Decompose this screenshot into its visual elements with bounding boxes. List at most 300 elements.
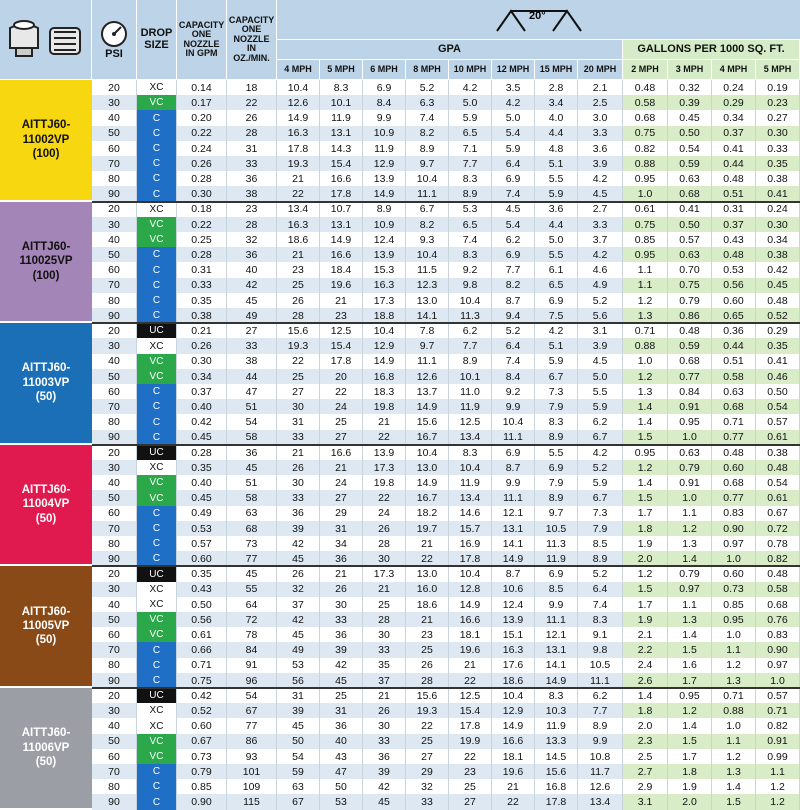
gpa-cell: 26 <box>320 582 363 598</box>
gpa-cell: 17.8 <box>449 551 492 567</box>
gpa-cell: 16.8 <box>535 779 578 795</box>
gallons-cell: 0.75 <box>668 278 712 294</box>
gpa-cell: 17.8 <box>277 141 320 157</box>
nozzle-model-text: AITTJ60- <box>21 119 71 132</box>
gallons-cell: 0.71 <box>756 703 800 719</box>
capacity-oz-cell: 32 <box>227 232 277 248</box>
gpa-cell: 18.3 <box>363 384 406 400</box>
gpa-cell: 7.4 <box>492 354 535 370</box>
nozzle-model-text: (50) <box>35 634 57 647</box>
gpa-cell: 14.9 <box>449 597 492 613</box>
gpa-cell: 31 <box>320 521 363 537</box>
gpa-cell: 7.1 <box>449 141 492 157</box>
drop-size-cell: VC <box>137 354 177 370</box>
psi-cell: 60 <box>92 627 137 643</box>
gpa-cell: 8.9 <box>578 718 623 734</box>
gallons-cell: 1.0 <box>668 490 712 506</box>
gpa-cell: 5.2 <box>578 293 623 309</box>
gallons-cell: 0.86 <box>668 308 712 324</box>
gpa-cell: 9.9 <box>492 475 535 491</box>
gallons-cell: 1.5 <box>712 794 756 810</box>
gallons-cell: 0.88 <box>712 703 756 719</box>
drop-size-cell: C <box>137 430 177 446</box>
capacity-gpm-cell: 0.60 <box>177 551 227 567</box>
gpa-cell: 6.5 <box>449 126 492 142</box>
gpa-cell: 8.2 <box>406 126 449 142</box>
gpa-cell: 3.6 <box>578 141 623 157</box>
gpa-cell: 5.4 <box>492 217 535 233</box>
gpa-cell: 13.4 <box>277 202 320 218</box>
psi-cell: 70 <box>92 399 137 415</box>
gpa-cell: 15.6 <box>406 414 449 430</box>
gpa-cell: 22 <box>363 490 406 506</box>
gpa-cell: 45 <box>363 794 406 810</box>
gallons-cell: 0.36 <box>712 323 756 339</box>
gallons-cell: 0.71 <box>623 323 668 339</box>
capacity-gpm-cell: 0.42 <box>177 414 227 430</box>
gallons-cell: 0.68 <box>756 597 800 613</box>
drop-size-cell: C <box>137 247 177 263</box>
gpa-cell: 3.0 <box>578 110 623 126</box>
gpa-cell: 6.2 <box>578 688 623 704</box>
gpa-cell: 13.4 <box>449 490 492 506</box>
psi-cell: 90 <box>92 430 137 446</box>
capacity-oz-cell: 55 <box>227 582 277 598</box>
capacity-oz-cell: 54 <box>227 414 277 430</box>
gpa-cell: 5.2 <box>492 323 535 339</box>
gpa-cell: 10.4 <box>492 414 535 430</box>
gpa-cell: 5.9 <box>492 141 535 157</box>
gpa-cell: 19.3 <box>277 156 320 172</box>
gallons-cell: 1.4 <box>623 475 668 491</box>
drop-size-cell: C <box>137 141 177 157</box>
nozzle-model-label <box>0 566 92 688</box>
gpa-speed-header: 5 MPH <box>320 60 363 80</box>
capacity-gpm-cell: 0.45 <box>177 490 227 506</box>
capacity-gpm-cell: 0.35 <box>177 460 227 476</box>
psi-cell: 40 <box>92 110 137 126</box>
gpa-cell: 17.8 <box>535 794 578 810</box>
gpa-cell: 5.0 <box>535 232 578 248</box>
capacity-gpm-cell: 0.52 <box>177 703 227 719</box>
gpa-cell: 22 <box>449 673 492 689</box>
gallons-cell: 1.7 <box>623 506 668 522</box>
psi-cell: 80 <box>92 171 137 187</box>
gpa-cell: 11.1 <box>492 430 535 446</box>
gallons-cell: 0.44 <box>712 338 756 354</box>
capacity-oz-cell: 38 <box>227 354 277 370</box>
capacity-gpm-cell: 0.85 <box>177 779 227 795</box>
gpa-cell: 10.4 <box>449 460 492 476</box>
gallons-cell: 0.97 <box>712 536 756 552</box>
gpa-cell: 13.7 <box>406 384 449 400</box>
gpa-cell: 8.9 <box>578 551 623 567</box>
gallons-cell: 1.1 <box>756 764 800 780</box>
gpa-cell: 26 <box>277 566 320 582</box>
gallons-cell: 1.1 <box>623 262 668 278</box>
gpa-cell: 6.7 <box>406 202 449 218</box>
gpa-cell: 53 <box>320 794 363 810</box>
capacity-oz-cell: 36 <box>227 247 277 263</box>
gpa-cell: 11.3 <box>535 536 578 552</box>
gpa-cell: 4.2 <box>578 247 623 263</box>
capacity-gpm-cell: 0.37 <box>177 384 227 400</box>
gpa-cell: 3.5 <box>492 80 535 96</box>
capacity-oz-cell: 78 <box>227 627 277 643</box>
gallons-cell: 0.68 <box>668 186 712 202</box>
gpa-cell: 17.3 <box>363 293 406 309</box>
gpa-cell: 13.9 <box>363 445 406 461</box>
gpa-cell: 11.1 <box>492 490 535 506</box>
psi-cell: 20 <box>92 202 137 218</box>
capacity-oz-cell: 68 <box>227 521 277 537</box>
gallons-cell: 1.2 <box>623 566 668 582</box>
gpa-cell: 10.9 <box>363 126 406 142</box>
gpa-cell: 28 <box>277 308 320 324</box>
capacity-oz-cell: 115 <box>227 794 277 810</box>
gallons-cell: 0.63 <box>712 384 756 400</box>
nozzle-model-text: AITTJ60- <box>21 605 71 618</box>
gpa-cell: 24 <box>363 506 406 522</box>
gpa-cell: 39 <box>277 521 320 537</box>
gpa-cell: 2.8 <box>535 80 578 96</box>
gallons-cell: 1.7 <box>668 749 712 765</box>
gpa-cell: 9.2 <box>492 384 535 400</box>
gpa-cell: 6.9 <box>535 566 578 582</box>
capacity-gpm-cell: 0.57 <box>177 536 227 552</box>
capacity-oz-cell: 58 <box>227 430 277 446</box>
gallons-cell: 1.2 <box>668 521 712 537</box>
gpa-cell: 15.7 <box>449 521 492 537</box>
gpa-cell: 25 <box>406 642 449 658</box>
gpa-cell: 54 <box>277 749 320 765</box>
gallons-cell: 0.61 <box>756 430 800 446</box>
capacity-gpm-cell: 0.35 <box>177 566 227 582</box>
gpa-cell: 12.9 <box>363 156 406 172</box>
gallons-cell: 2.0 <box>623 551 668 567</box>
capacity-gpm-cell: 0.14 <box>177 80 227 96</box>
gpa-cell: 27 <box>320 430 363 446</box>
gpa-cell: 7.7 <box>449 156 492 172</box>
gallons-cell: 0.50 <box>668 217 712 233</box>
gallons-cell: 0.24 <box>712 80 756 96</box>
gpa-cell: 9.8 <box>578 642 623 658</box>
gpa-cell: 5.0 <box>578 369 623 385</box>
gallons-cell: 0.71 <box>712 414 756 430</box>
drop-size-cell: C <box>137 414 177 430</box>
capacity-gpm-cell: 0.30 <box>177 186 227 202</box>
capacity-gpm-cell: 0.90 <box>177 794 227 810</box>
gallons-cell: 1.1 <box>712 642 756 658</box>
group-separator <box>92 687 800 689</box>
psi-cell: 90 <box>92 673 137 689</box>
psi-cell: 60 <box>92 506 137 522</box>
gpa-cell: 10.4 <box>449 566 492 582</box>
gpa-cell: 8.9 <box>449 186 492 202</box>
gallons-cell: 0.91 <box>668 399 712 415</box>
nozzle-model-text: (50) <box>35 391 57 404</box>
gpa-cell: 9.9 <box>578 734 623 750</box>
spray-angle-header <box>277 0 800 40</box>
gpa-cell: 45 <box>277 718 320 734</box>
gpa-cell: 21 <box>277 247 320 263</box>
drop-size-cell: VC <box>137 369 177 385</box>
gpa-cell: 42 <box>320 658 363 674</box>
gpa-cell: 29 <box>406 764 449 780</box>
capacity-gpm-cell: 0.35 <box>177 293 227 309</box>
capacity-oz-cell: 47 <box>227 384 277 400</box>
gpa-cell: 5.4 <box>492 126 535 142</box>
gallons-cell: 0.73 <box>712 582 756 598</box>
gallons-cell: 0.34 <box>712 110 756 126</box>
gpa-cell: 2.1 <box>578 80 623 96</box>
gpa-cell: 14.9 <box>320 232 363 248</box>
gallons-cell: 1.0 <box>623 354 668 370</box>
drop-size-cell: VC <box>137 475 177 491</box>
gpa-cell: 11.1 <box>406 354 449 370</box>
gpa-cell: 15.6 <box>277 323 320 339</box>
gpa-cell: 43 <box>320 749 363 765</box>
capacity-oz-cell: 91 <box>227 658 277 674</box>
gpa-cell: 67 <box>277 794 320 810</box>
gpa-cell: 25 <box>320 688 363 704</box>
gpa-cell: 9.7 <box>406 156 449 172</box>
gpa-cell: 8.3 <box>320 80 363 96</box>
gpa-cell: 4.0 <box>535 110 578 126</box>
gpa-cell: 6.4 <box>578 582 623 598</box>
gpa-header: GPA <box>277 40 623 60</box>
gpa-cell: 12.6 <box>277 95 320 111</box>
gpa-cell: 11.9 <box>535 551 578 567</box>
nozzle-model-text: (50) <box>35 755 57 768</box>
gpa-cell: 10.4 <box>406 247 449 263</box>
gallons-cell: 0.79 <box>668 460 712 476</box>
capacity-gpm-cell: 0.49 <box>177 506 227 522</box>
gpa-cell: 8.3 <box>449 171 492 187</box>
gpa-cell: 10.5 <box>578 658 623 674</box>
gallons-cell: 1.9 <box>623 612 668 628</box>
gallons-cell: 0.54 <box>756 475 800 491</box>
drop-size-cell: VC <box>137 95 177 111</box>
capacity-gpm-cell: 0.28 <box>177 171 227 187</box>
gpa-cell: 17.8 <box>320 354 363 370</box>
gpa-cell: 10.4 <box>406 171 449 187</box>
gpa-cell: 18.4 <box>320 262 363 278</box>
gpa-cell: 5.9 <box>578 475 623 491</box>
psi-cell: 20 <box>92 688 137 704</box>
gallons-cell: 0.68 <box>623 110 668 126</box>
gpa-cell: 11.0 <box>449 384 492 400</box>
gpa-cell: 50 <box>320 779 363 795</box>
gallons-cell: 1.9 <box>668 779 712 795</box>
drop-size-cell: VC <box>137 490 177 506</box>
gpa-cell: 10.3 <box>535 703 578 719</box>
gpa-cell: 12.5 <box>320 323 363 339</box>
capacity-gpm-cell: 0.43 <box>177 582 227 598</box>
gpa-cell: 5.5 <box>535 247 578 263</box>
nozzle-icon <box>4 10 88 70</box>
gpa-cell: 21 <box>277 445 320 461</box>
gpa-cell: 7.9 <box>535 475 578 491</box>
gpa-cell: 17.3 <box>363 460 406 476</box>
psi-header <box>92 0 137 80</box>
gpa-cell: 6.2 <box>578 414 623 430</box>
gpa-cell: 4.4 <box>535 126 578 142</box>
drop-size-cell: UC <box>137 566 177 582</box>
psi-cell: 20 <box>92 445 137 461</box>
capacity-gpm-header: CAPACITY ONE NOZZLE IN GPM <box>177 0 227 80</box>
gallons-cell: 2.4 <box>623 658 668 674</box>
gallons-cell: 1.3 <box>623 308 668 324</box>
capacity-oz-cell: 33 <box>227 156 277 172</box>
drop-size-cell: C <box>137 521 177 537</box>
gpa-cell: 30 <box>320 597 363 613</box>
drop-size-cell: C <box>137 399 177 415</box>
gallons-cell: 0.83 <box>756 627 800 643</box>
gpa-cell: 39 <box>277 703 320 719</box>
gpa-cell: 13.9 <box>363 247 406 263</box>
gpa-cell: 16.9 <box>449 536 492 552</box>
gpa-cell: 39 <box>363 764 406 780</box>
gpa-cell: 17.6 <box>492 658 535 674</box>
gallons-cell: 0.29 <box>712 95 756 111</box>
gpa-cell: 21 <box>320 460 363 476</box>
gallons-cell: 2.5 <box>623 749 668 765</box>
gpa-cell: 18.2 <box>406 506 449 522</box>
nozzle-model-text: (50) <box>35 512 57 525</box>
gallons-cell: 0.60 <box>712 293 756 309</box>
psi-cell: 60 <box>92 384 137 400</box>
gallons-cell: 0.48 <box>756 293 800 309</box>
gpa-cell: 10.1 <box>449 369 492 385</box>
gpa-cell: 8.3 <box>578 612 623 628</box>
psi-cell: 70 <box>92 764 137 780</box>
gpa-cell: 4.8 <box>535 141 578 157</box>
gpa-cell: 12.5 <box>449 414 492 430</box>
gpa-cell: 15.6 <box>535 764 578 780</box>
gpa-cell: 7.9 <box>535 399 578 415</box>
gpa-cell: 16.7 <box>406 490 449 506</box>
gallons-cell: 1.0 <box>668 430 712 446</box>
gpa-cell: 21 <box>363 688 406 704</box>
gpa-cell: 25 <box>363 597 406 613</box>
gpa-cell: 10.4 <box>363 323 406 339</box>
drop-size-cell: C <box>137 642 177 658</box>
gallons-cell: 1.4 <box>623 688 668 704</box>
gpa-cell: 22 <box>320 384 363 400</box>
capacity-oz-cell: 45 <box>227 460 277 476</box>
gallons-cell: 0.38 <box>756 445 800 461</box>
gpa-cell: 6.9 <box>363 80 406 96</box>
gallons-cell: 1.8 <box>623 703 668 719</box>
gallons-cell: 0.32 <box>668 80 712 96</box>
gpa-cell: 30 <box>363 627 406 643</box>
gallons-cell: 2.6 <box>623 673 668 689</box>
nozzle-model-text: AITTJ60- <box>21 362 71 375</box>
gpa-cell: 14.9 <box>277 110 320 126</box>
gallons-cell: 0.41 <box>756 186 800 202</box>
gallons-cell: 0.57 <box>756 414 800 430</box>
gallons-cell: 1.3 <box>668 612 712 628</box>
drop-size-cell: C <box>137 171 177 187</box>
psi-cell: 50 <box>92 612 137 628</box>
gpa-cell: 42 <box>363 779 406 795</box>
gallons-per-1000-header: GALLONS PER 1000 SQ. FT. <box>623 40 800 60</box>
gpa-cell: 12.1 <box>492 506 535 522</box>
gallons-cell: 0.71 <box>712 688 756 704</box>
gpa-cell: 8.2 <box>406 217 449 233</box>
gpa-cell: 5.5 <box>578 384 623 400</box>
gpa-cell: 33 <box>406 794 449 810</box>
capacity-gpm-cell: 0.75 <box>177 673 227 689</box>
gpa-cell: 45 <box>320 673 363 689</box>
gpa-cell: 22 <box>449 749 492 765</box>
gpa-cell: 24 <box>320 399 363 415</box>
gpa-cell: 16.3 <box>277 126 320 142</box>
gpa-cell: 14.9 <box>406 475 449 491</box>
gallons-cell: 0.48 <box>756 566 800 582</box>
gpa-cell: 10.5 <box>535 521 578 537</box>
gpa-cell: 12.4 <box>492 597 535 613</box>
gpa-cell: 11.9 <box>363 141 406 157</box>
gpa-cell: 19.6 <box>449 642 492 658</box>
gallons-cell: 0.70 <box>668 262 712 278</box>
psi-cell: 90 <box>92 308 137 324</box>
gpa-cell: 26 <box>363 521 406 537</box>
gpa-cell: 9.9 <box>535 597 578 613</box>
gallons-cell: 0.60 <box>712 460 756 476</box>
gallons-cell: 0.54 <box>668 141 712 157</box>
gpa-cell: 4.2 <box>578 171 623 187</box>
gpa-cell: 10.4 <box>449 293 492 309</box>
gpa-cell: 11.1 <box>406 186 449 202</box>
gpa-cell: 12.1 <box>535 627 578 643</box>
gpa-cell: 14.9 <box>535 673 578 689</box>
gallons-cell: 3.1 <box>623 794 668 810</box>
drop-size-cell: VC <box>137 734 177 750</box>
gpa-cell: 21 <box>449 658 492 674</box>
gpa-cell: 5.9 <box>449 110 492 126</box>
gpa-cell: 32 <box>277 582 320 598</box>
gpa-cell: 4.2 <box>492 95 535 111</box>
gpa-cell: 27 <box>320 490 363 506</box>
capacity-gpm-cell: 0.33 <box>177 278 227 294</box>
gpa-cell: 31 <box>320 703 363 719</box>
gallons-cell: 0.63 <box>668 445 712 461</box>
gpa-cell: 14.9 <box>363 186 406 202</box>
gallons-cell: 0.91 <box>668 475 712 491</box>
drop-size-cell: C <box>137 764 177 780</box>
gpa-cell: 14.9 <box>363 354 406 370</box>
gpa-cell: 21 <box>363 414 406 430</box>
gpa-cell: 14.1 <box>492 536 535 552</box>
gpa-cell: 36 <box>363 749 406 765</box>
capacity-gpm-cell: 0.21 <box>177 323 227 339</box>
psi-cell: 20 <box>92 80 137 96</box>
capacity-gpm-cell: 0.25 <box>177 232 227 248</box>
gallons-cell: 1.7 <box>668 673 712 689</box>
gpa-cell: 22 <box>406 718 449 734</box>
gpa-cell: 30 <box>363 551 406 567</box>
gpa-cell: 8.9 <box>363 202 406 218</box>
gpa-cell: 8.5 <box>535 582 578 598</box>
psi-cell: 70 <box>92 642 137 658</box>
gpa-cell: 14.3 <box>320 141 363 157</box>
gpa-cell: 45 <box>277 551 320 567</box>
gallons-cell: 1.5 <box>668 642 712 658</box>
gallons-cell: 1.4 <box>668 718 712 734</box>
gpa-cell: 45 <box>277 627 320 643</box>
